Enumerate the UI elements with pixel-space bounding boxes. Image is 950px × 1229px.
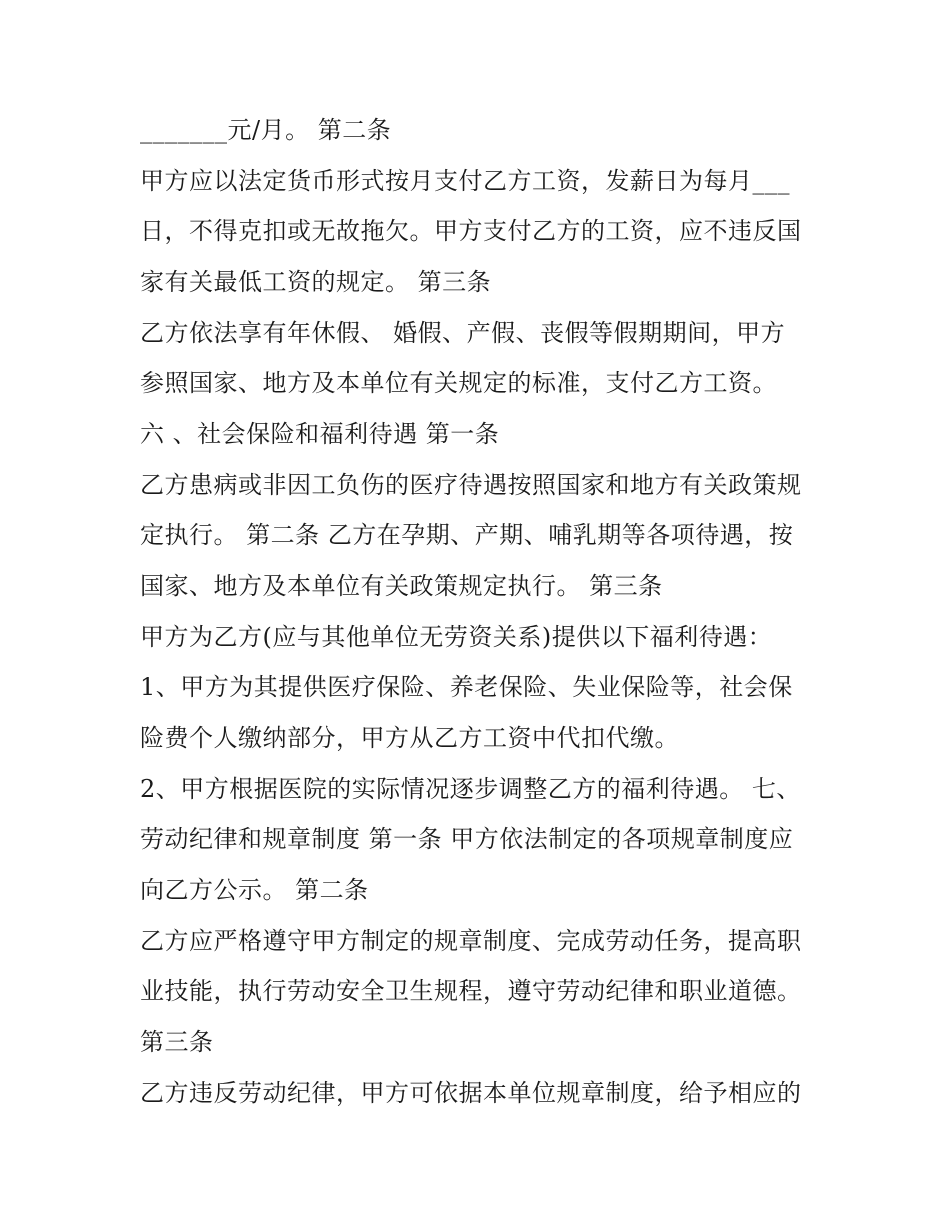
text-line: 参照国家、地方及本单位有关规定的标准，支付乙方工资。 [140,369,777,397]
text-line: 劳动纪律和规章制度 第一条 甲方依法制定的各项规章制度应 [140,825,794,853]
text-line: 乙方违反劳动纪律，甲方可依据本单位规章制度，给予相应的 [140,1079,802,1107]
list-item-line: 2、甲方根据医院的实际情况逐步调整乙方的福利待遇。 七、 [140,775,801,803]
text-line: 甲方应以法定货币形式按月支付乙方工资，发薪日为每月___ [140,167,790,195]
text-line: 乙方患病或非因工负伤的医疗待遇按照国家和地方有关政策规 [140,471,802,499]
list-item-line: 1、甲方为其提供医疗保险、养老保险、失业保险等，社会保 [140,673,793,701]
text-line: 向乙方公示。 第二条 [140,876,369,904]
text-line: 乙方依法享有年休假、 婚假、产假、丧假等假期期间，甲方 [140,319,786,347]
text-line: 业技能，执行劳动安全卫生规程，遵守劳动纪律和职业道德。 [140,977,802,1005]
text-line: 甲方为乙方(应与其他单位无劳资关系)提供以下福利待遇： [140,623,773,651]
text-line: 定执行。 第二条 乙方在孕期、产期、哺乳期等各项待遇，按 [140,521,794,549]
text-line: 乙方应严格遵守甲方制定的规章制度、完成劳动任务，提高职 [140,927,802,955]
text-line: 家有关最低工资的规定。 第三条 [140,268,492,296]
text-line: 国家、地方及本单位有关政策规定执行。 第三条 [140,572,663,600]
text-line: 日，不得克扣或无故拖欠。甲方支付乙方的工资，应不违反国 [140,217,802,245]
section-heading-line: 六 、社会保险和福利待遇 第一条 [140,420,500,448]
text-line: _______元/月。 第二条 [140,116,392,144]
text-line: 第三条 [140,1028,214,1056]
list-item-line: 险费个人缴纳部分，甲方从乙方工资中代扣代缴。 [140,724,679,752]
